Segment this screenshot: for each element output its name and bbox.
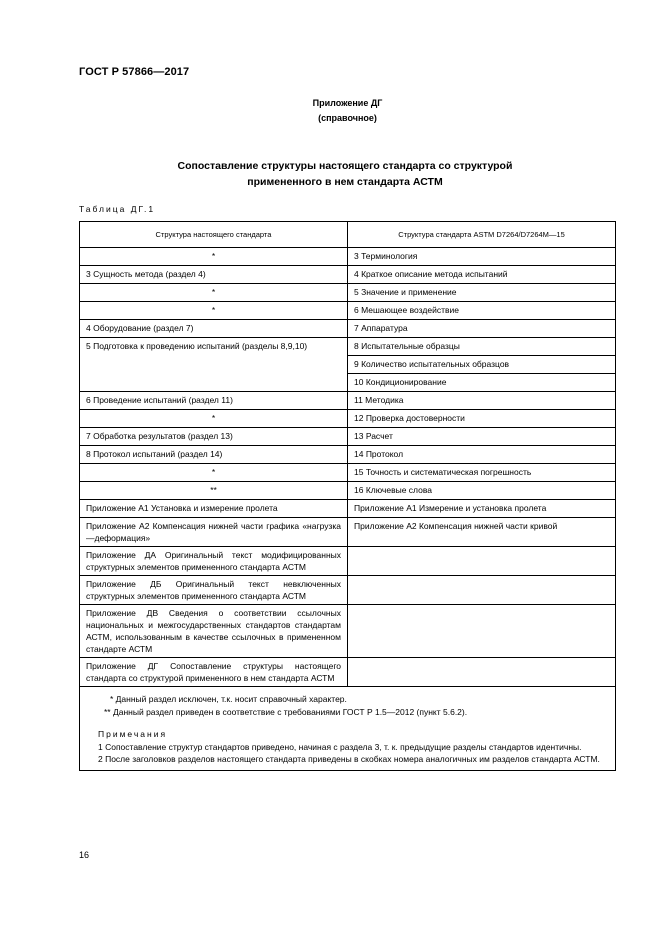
table-cell: 7 Аппаратура <box>348 320 616 338</box>
column-header: Структура настоящего стандарта <box>80 222 348 248</box>
table-notes <box>80 687 616 771</box>
table-cell: 16 Ключевые слова <box>348 482 616 500</box>
table-cell: Приложение ДА Оригинальный текст модифицированных структурных элементов примененного стандарта АСТМ <box>80 547 348 576</box>
table-cell: 6 Проведение испытаний (раздел 11) <box>80 392 348 410</box>
table-cell: 12 Проверка достоверности <box>348 410 616 428</box>
annex-subtitle: (справочное) <box>318 113 377 123</box>
table-cell: * <box>80 464 348 482</box>
table-cell <box>348 605 616 658</box>
table-cell: 13 Расчет <box>348 428 616 446</box>
table-cell: Приложение ДВ Сведения о соответствии ссылочных национальных и межгосударственных стандартов стандартам АСТМ, использованным в качестве ссылочных в примененном стандарте АСТМ <box>80 605 348 658</box>
table-cell: * <box>80 410 348 428</box>
table-cell: 5 Значение и применение <box>348 284 616 302</box>
table-row <box>80 266 616 284</box>
table-cell: Приложение А1 Установка и измерение пролета <box>80 500 348 518</box>
table-cell: 4 Оборудование (раздел 7) <box>80 320 348 338</box>
table-cell: Приложение ДБ Оригинальный текст невключенных структурных элементов примененного стандарта АСТМ <box>80 576 348 605</box>
table-notes-row <box>80 687 616 771</box>
table-row <box>80 605 616 658</box>
table-row <box>80 482 616 500</box>
table-header-row <box>80 222 616 248</box>
table-cell: 4 Краткое описание метода испытаний <box>348 266 616 284</box>
structure-comparison-table <box>79 221 616 771</box>
standard-code: ГОСТ Р 57866—2017 <box>79 66 190 78</box>
document-title <box>130 158 560 190</box>
annex-title: Приложение ДГ <box>312 98 383 108</box>
table-cell: Приложение А1 Измерение и установка пролета <box>348 500 616 518</box>
table-cell: Приложение А2 Компенсация нижней части кривой <box>348 518 616 547</box>
table-cell: 3 Терминология <box>348 248 616 266</box>
table-row <box>80 320 616 338</box>
table-row <box>80 338 616 356</box>
table-row <box>80 576 616 605</box>
table-cell: 7 Обработка результатов (раздел 13) <box>80 428 348 446</box>
table-cell: * <box>80 248 348 266</box>
table-row <box>80 428 616 446</box>
column-header: Структура стандарта ASTM D7264/D7264M—15 <box>348 222 616 248</box>
page-number: 16 <box>79 850 90 860</box>
table-label: Таблица ДГ.1 <box>79 204 156 214</box>
table-row <box>80 500 616 518</box>
table-row <box>80 302 616 320</box>
table-cell: 6 Мешающее воздействие <box>348 302 616 320</box>
title-line-2: примененного в нем стандарта АСТМ <box>247 176 443 188</box>
footnote: * Данный раздел исключен, т.к. носит справочный характер. <box>110 694 347 704</box>
table-cell: 10 Кондиционирование <box>348 374 616 392</box>
annex-heading <box>300 96 395 126</box>
table-cell: 3 Сущность метода (раздел 4) <box>80 266 348 284</box>
note: 1 Сопоставление структур стандартов приведено, начиная с раздела 3, т. к. предыдущие разделы стандартов идентичны. <box>98 741 582 752</box>
table-cell <box>348 576 616 605</box>
table-row <box>80 392 616 410</box>
table-row <box>80 464 616 482</box>
table-cell <box>348 547 616 576</box>
table-cell: 14 Протокол <box>348 446 616 464</box>
table-row <box>80 410 616 428</box>
table-cell: 8 Испытательные образцы <box>348 338 616 356</box>
table-row <box>80 518 616 547</box>
notes-title: Примечания <box>98 729 168 739</box>
table-cell: * <box>80 284 348 302</box>
table-cell: 5 Подготовка к проведению испытаний (разделы 8,9,10) <box>80 338 348 392</box>
table-cell: Приложение ДГ Сопоставление структуры настоящего стандарта со структурой примененного в нем стандарта АСТМ <box>80 658 348 687</box>
table-row <box>80 547 616 576</box>
note: 2 После заголовков разделов настоящего стандарта приведены в скобках номера аналогичных им разделов стандарта АСТМ. <box>98 754 600 764</box>
table-cell: 11 Методика <box>348 392 616 410</box>
title-line-1: Сопоставление структуры настоящего стандарта со структурой <box>177 160 513 172</box>
table-cell: 8 Протокол испытаний (раздел 14) <box>80 446 348 464</box>
footnote: ** Данный раздел приведен в соответствие с требованиями ГОСТ Р 1.5—2012 (пункт 5.6.2). <box>104 706 468 717</box>
table-cell: 9 Количество испытательных образцов <box>348 356 616 374</box>
table-cell: * <box>80 302 348 320</box>
table-row <box>80 446 616 464</box>
table-row <box>80 284 616 302</box>
table-cell: 15 Точность и систематическая погрешность <box>348 464 616 482</box>
table-row <box>80 658 616 687</box>
table-row <box>80 248 616 266</box>
table-cell: ** <box>80 482 348 500</box>
table-cell <box>348 658 616 687</box>
table-cell: Приложение А2 Компенсация нижней части графика «нагрузка—деформация» <box>80 518 348 547</box>
